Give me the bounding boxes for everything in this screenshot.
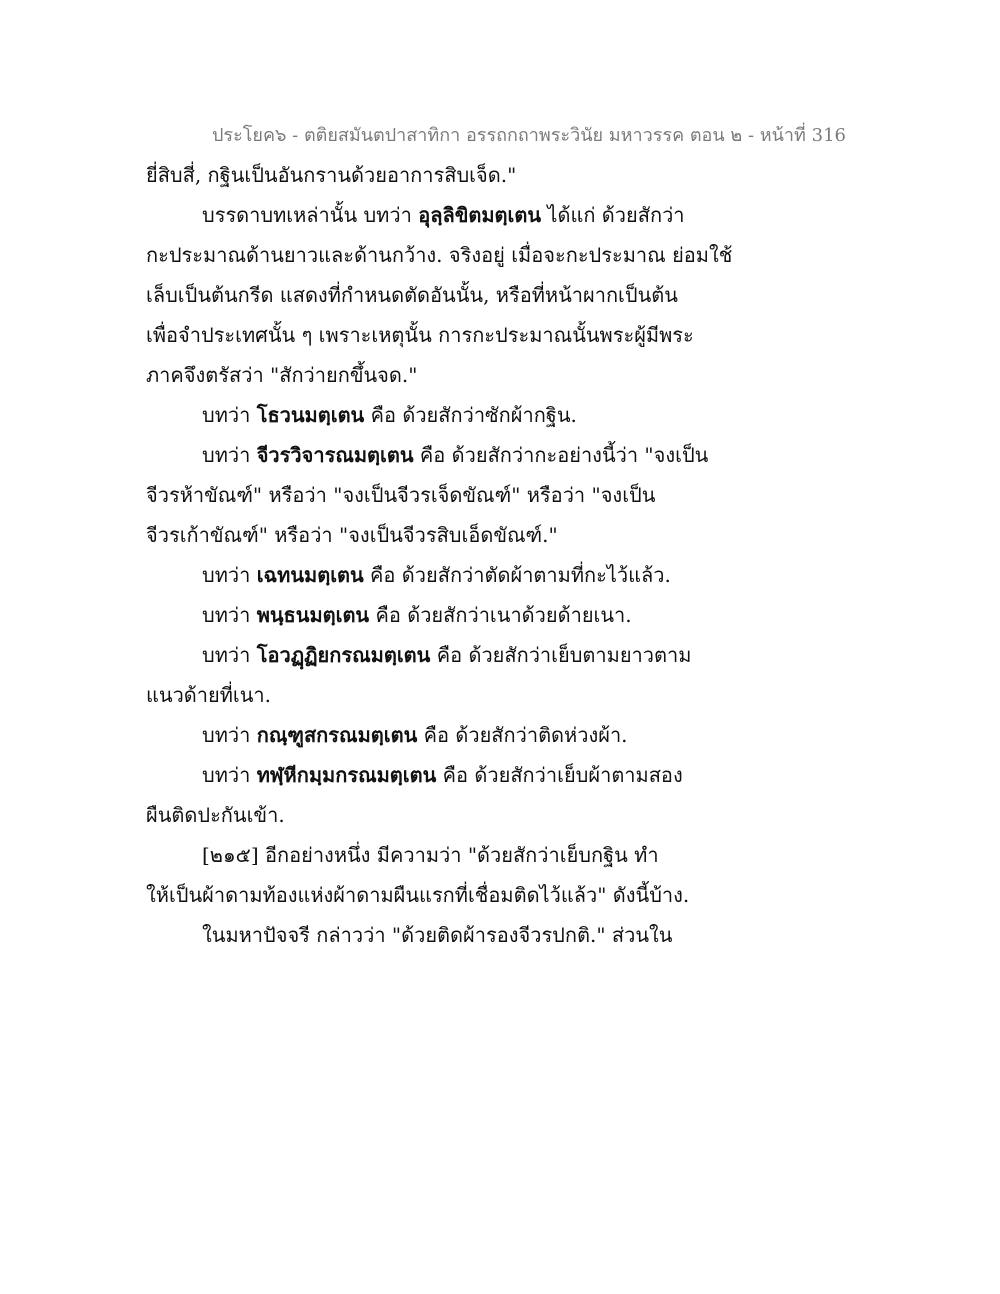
pali-term: กณฺฑูสกรณมตฺเตน [256, 723, 418, 747]
text-segment: เพื่อจำประเทศนั้น ๆ เพราะเหตุนั้น การกะประมาณนั้นพระผู้มีพระ [146, 323, 694, 347]
text-segment: คือ ด้วยสักว่าตัดผ้าตามที่กะไว้แล้ว. [363, 563, 671, 587]
text-segment: บทว่า [202, 443, 257, 467]
text-segment: แนวด้ายที่เนา. [146, 683, 272, 707]
text-line [146, 155, 856, 195]
text-line [146, 195, 856, 235]
text-line [146, 355, 856, 395]
text-line [146, 235, 856, 275]
text-segment: บทว่า [202, 403, 257, 427]
text-segment: บทว่า [202, 603, 257, 627]
pali-term: โอวฏฺฏิยกรณมตฺเตน [256, 643, 431, 667]
text-line [146, 755, 856, 795]
text-segment: ได้แก่ ด้วยสักว่า [541, 203, 685, 227]
text-line [146, 675, 856, 715]
text-line [146, 795, 856, 835]
text-segment: จีวรเก้าขัณฑ์" หรือว่า "จงเป็นจีวรสิบเอ็ดขัณฑ์." [146, 523, 558, 547]
pali-term: พนฺธนมตฺเตน [256, 603, 370, 627]
text-segment: ผืนติดปะกันเข้า. [146, 803, 285, 827]
text-line [146, 715, 856, 755]
text-segment: ยี่สิบสี่, กฐินเป็นอันกรานด้วยอาการสิบเจ็ด." [146, 163, 517, 187]
text-segment: บทว่า [202, 723, 257, 747]
text-line [146, 555, 856, 595]
text-line [146, 275, 856, 315]
text-segment: บทว่า [202, 643, 257, 667]
text-segment: ในมหาปัจจรี กล่าวว่า "ด้วยติดผ้ารองจีวรปกติ." ส่วนใน [202, 923, 673, 947]
text-segment: ภาคจึงตรัสว่า "สักว่ายกขึ้นจด." [146, 363, 418, 387]
pali-term: โธวนมตฺเตน [256, 403, 365, 427]
text-segment: บทว่า [202, 763, 257, 787]
text-segment: บทว่า [202, 563, 257, 587]
text-line [146, 835, 856, 875]
text-segment: คือ ด้วยสักว่าเย็บตามยาวตาม [430, 643, 692, 667]
text-segment: คือ ด้วยสักว่าซักผ้ากฐิน. [364, 403, 577, 427]
text-line [146, 595, 856, 635]
text-line [146, 395, 856, 435]
pali-term: ทฬฺหีกมฺมกรณมตฺเตน [256, 763, 437, 787]
text-segment: บรรดาบทเหล่านั้น บทว่า [202, 203, 419, 227]
text-segment: เล็บเป็นต้นกรีด แสดงที่กำหนดตัดอันนั้น, หรือที่หน้าผากเป็นต้น [146, 283, 678, 307]
page-header: ประโยค๖ - ตติยสมันตปาสาทิกา อรรถกถาพระวินัย มหาวรรค ตอน ๒ - หน้าที่ 316 [212, 125, 846, 146]
text-segment: ให้เป็นผ้าดามท้องแห่งผ้าดามผืนแรกที่เชื่อมติดไว้แล้ว" ดังนี้บ้าง. [146, 883, 690, 907]
text-segment: จีวรห้าขัณฑ์" หรือว่า "จงเป็นจีวรเจ็ดขัณฑ์" หรือว่า "จงเป็น [146, 483, 656, 507]
text-line [146, 435, 856, 475]
text-segment: คือ ด้วยสักว่ากะอย่างนี้ว่า "จงเป็น [413, 443, 709, 467]
document-body [146, 155, 856, 955]
text-line [146, 315, 856, 355]
text-line [146, 635, 856, 675]
pali-term: จีวรวิจารณมตฺเตน [256, 443, 414, 467]
text-line [146, 515, 856, 555]
text-segment: [๒๑๕] อีกอย่างหนึ่ง มีความว่า "ด้วยสักว่าเย็บกฐิน ทำ [202, 843, 659, 867]
pali-term: อุลฺลิขิตมตฺเตน [418, 203, 542, 227]
text-line [146, 875, 856, 915]
text-line [146, 915, 856, 955]
text-segment: คือ ด้วยสักว่าเย็บผ้าตามสอง [436, 763, 683, 787]
text-segment: คือ ด้วยสักว่าเนาด้วยด้ายเนา. [369, 603, 632, 627]
pali-term: เฉทนมตฺเตน [256, 563, 364, 587]
text-segment: กะประมาณด้านยาวและด้านกว้าง. จริงอยู่ เมื่อจะกะประมาณ ย่อมใช้ [146, 243, 733, 267]
text-line [146, 475, 856, 515]
text-segment: คือ ด้วยสักว่าติดห่วงผ้า. [417, 723, 628, 747]
